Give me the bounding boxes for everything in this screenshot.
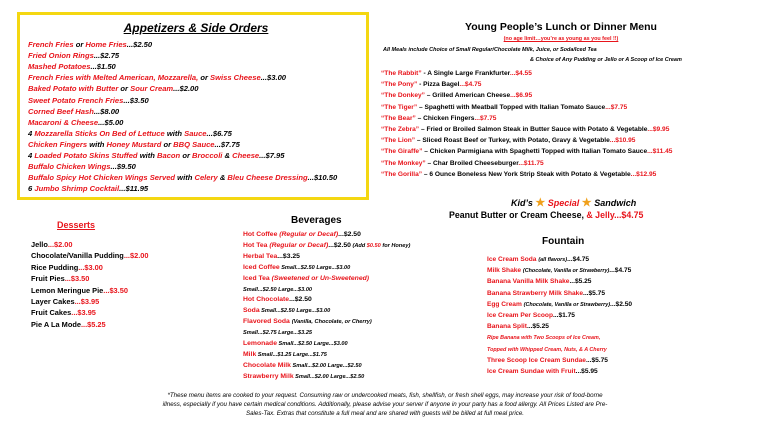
menu-item xyxy=(487,333,600,343)
text-segment: Lemon Meringue Pie xyxy=(31,285,104,295)
text-segment: French Fries xyxy=(28,40,74,49)
text-segment: Macaroni & Cheese xyxy=(28,117,99,127)
text-segment: (Sweetened or Un-Sweetened) xyxy=(271,274,370,282)
text-segment: “The Pony” xyxy=(381,81,418,89)
text-segment: ...$2.50 xyxy=(126,40,153,49)
menu-item xyxy=(28,96,149,106)
text-segment: “The Tiger” xyxy=(381,103,418,111)
text-segment: Loaded Potato Skins Stuffed xyxy=(34,151,138,160)
text-segment: Milk Shake xyxy=(487,267,523,275)
text-segment: ...$7.75 xyxy=(605,103,628,111)
text-segment: “The Lion” xyxy=(381,137,416,145)
text-segment: Chicken Fingers xyxy=(28,139,88,149)
text-segment: Chocolate Milk xyxy=(243,361,291,369)
text-segment: Ripe Banana with Two Scoops of Ice Cream, xyxy=(487,335,601,342)
text-segment: Large...$2.50 xyxy=(326,362,362,369)
text-segment: Mozzarella Sticks On Bed of Lettuce xyxy=(34,128,165,138)
text-segment: Hot Tea xyxy=(243,241,270,249)
menu-item xyxy=(243,274,369,284)
text-segment: (Regular or Decaf) xyxy=(269,241,329,249)
text-segment: Banana Vanilla Milk Shake xyxy=(487,278,570,286)
menu-item xyxy=(28,51,119,61)
menu-item xyxy=(487,345,607,355)
text-segment: Bleu Cheese Dressing xyxy=(227,173,308,183)
text-segment: Melted American, Mozzarella, xyxy=(92,73,199,83)
text-segment: Broccoli xyxy=(192,151,223,160)
text-segment: (Chocolate, Vanilla or Strawberry) xyxy=(523,301,611,308)
text-segment: ...$4.75 xyxy=(609,267,632,275)
appetizers-section xyxy=(17,12,369,200)
text-segment: or xyxy=(180,151,193,160)
star-icon: ★ xyxy=(535,197,546,209)
menu-item xyxy=(243,241,410,251)
text-segment: Buffalo Spicy Hot Chicken Wings Served xyxy=(28,173,176,183)
menu-item xyxy=(31,320,106,330)
text-segment: Butter xyxy=(95,84,119,94)
kids-special-title-a: Kid’s xyxy=(511,198,533,208)
menu-item xyxy=(243,263,350,273)
text-segment: ...$9.50 xyxy=(110,162,136,172)
menu-item xyxy=(243,350,327,360)
text-segment: with xyxy=(164,128,185,138)
kids-special-title-c: Sandwich xyxy=(594,198,637,208)
text-segment: Soda xyxy=(243,307,260,315)
kids-special-item-extra: & Jelly xyxy=(586,210,615,220)
menu-item xyxy=(31,251,148,261)
text-segment: ...$3.50 xyxy=(103,285,128,295)
menu-item xyxy=(381,125,669,134)
text-segment: “The Rabbit” xyxy=(381,70,422,77)
text-segment: “The Monkey” xyxy=(381,159,426,167)
text-segment: Sweet Potato French Fries xyxy=(28,95,124,105)
menu-item xyxy=(28,162,136,172)
text-segment: – Chicken Fingers xyxy=(415,114,475,122)
text-segment: & xyxy=(222,151,233,160)
text-segment: Banana Split xyxy=(487,323,527,331)
kids-special-title xyxy=(511,196,636,209)
text-segment: ...$3.25 xyxy=(277,252,300,260)
appetizers-title: Appetizers & Side Orders xyxy=(123,21,269,35)
text-segment: – Chicken Parmigiana with Spaghetti Topped with Italian Tomato Sauce xyxy=(422,148,648,156)
beverages-title: Beverages xyxy=(291,215,342,226)
menu-item xyxy=(243,328,312,338)
menu-item xyxy=(381,170,656,179)
text-segment: Milk xyxy=(243,350,257,358)
disclaimer-footer xyxy=(90,391,680,419)
text-segment: Pie A La Mode xyxy=(31,319,81,329)
fountain-title: Fountain xyxy=(542,236,585,247)
text-segment: – Grilled American Cheese xyxy=(424,92,511,100)
text-segment: ...$1.50 xyxy=(90,62,116,72)
text-segment: ...$2.50 xyxy=(289,296,312,304)
text-segment: 4 xyxy=(28,151,35,160)
menu-item xyxy=(243,252,300,262)
menu-item xyxy=(31,297,99,307)
text-segment: Large...$3.00 xyxy=(294,308,331,315)
text-segment: ...$3.95 xyxy=(71,308,96,318)
menu-item xyxy=(381,69,532,78)
text-segment: Corned Beef Hash xyxy=(28,106,94,116)
menu-item xyxy=(28,184,148,194)
menu-item xyxy=(487,322,549,332)
menu-item xyxy=(28,151,285,161)
text-segment: Sauce xyxy=(184,128,207,138)
disclaimer-line-2: illness, especially if you have certain medical conditions. Additionally, please advise your server if anyone in your party has a food allergy. All Prices Listed are Pre- xyxy=(162,401,608,409)
text-segment: ...$2.50 xyxy=(610,300,633,308)
text-segment: (Chocolate, Vanilla or Strawberry) xyxy=(522,268,610,275)
young-people-description-1: All Meals include Choice of Small Regular/Chocolate Milk, Juice, or Soda/Iced Tea xyxy=(383,47,597,53)
text-segment: Hot Coffee xyxy=(243,231,280,238)
text-segment: Egg Cream xyxy=(487,300,524,308)
text-segment: or xyxy=(73,40,86,49)
text-segment: ...$8.00 xyxy=(93,106,120,116)
menu-item xyxy=(487,289,605,299)
young-people-description-2: & Choice of Any Pudding or Jello or A Scoop of Ice Cream xyxy=(530,57,682,63)
text-segment: with xyxy=(87,139,107,149)
text-segment: 6 xyxy=(28,184,35,194)
disclaimer-line-1: *These menu items are cooked to your request. Consuming raw or undercooked meats, fish, shellfish, or fresh shell eggs, may increase your risk of food-borne xyxy=(167,392,603,399)
text-segment: Small...$2.50 xyxy=(259,308,295,315)
text-segment: Layer Cakes xyxy=(31,297,75,306)
menu-item xyxy=(28,118,123,128)
text-segment: Chocolate/Vanilla Pudding xyxy=(31,251,124,261)
text-segment: & xyxy=(217,173,228,183)
text-segment: Home Fries xyxy=(85,40,127,49)
text-segment: ...$4.75 xyxy=(567,256,590,263)
menu-item xyxy=(31,274,89,284)
text-segment: Jello xyxy=(31,240,48,249)
text-segment: ...$12.95 xyxy=(630,170,657,178)
menu-item xyxy=(243,306,330,316)
menu-item xyxy=(487,311,575,321)
disclaimer-line-3: Sales-Tax. Extras that constitute a full meal and are shared with guests will be billed at full meal price. xyxy=(245,410,524,418)
menu-item xyxy=(381,80,481,89)
menu-item xyxy=(28,129,232,139)
text-segment: Large...$3.00 xyxy=(276,286,313,293)
text-segment: Cheese xyxy=(232,151,260,160)
young-people-title: Young People’s Lunch or Dinner Menu xyxy=(465,21,657,33)
text-segment: ...$3.95 xyxy=(74,297,100,306)
text-segment: Fruit Cakes xyxy=(31,308,72,318)
menu-item xyxy=(243,339,348,349)
text-segment: Small...$2.50 xyxy=(277,341,313,347)
text-segment: ...$2.50 xyxy=(338,231,361,238)
text-segment: ...$4.55 xyxy=(509,70,532,77)
text-segment: Sour Cream xyxy=(130,84,174,94)
text-segment: Three Scoop Ice Cream Sundae xyxy=(487,356,586,364)
text-segment: for Honey) xyxy=(380,242,411,249)
text-segment: Large...$3.00 xyxy=(314,264,351,271)
text-segment: or xyxy=(118,84,131,94)
menu-item xyxy=(243,230,361,240)
menu-item xyxy=(381,159,544,168)
menu-item xyxy=(243,295,312,305)
text-segment: BBQ Sauce xyxy=(173,139,215,149)
menu-item xyxy=(487,277,591,287)
text-segment: “The Zebra” xyxy=(381,126,420,133)
text-segment: ...$5.25 xyxy=(569,278,592,286)
menu-item xyxy=(31,263,103,273)
menu-item xyxy=(243,372,364,382)
text-segment: Rice Pudding xyxy=(31,262,79,272)
text-segment: ...$5.95 xyxy=(575,368,598,375)
text-segment: “The Giraffe” xyxy=(381,148,423,156)
text-segment: Celery xyxy=(194,173,218,183)
text-segment: - Pizza Bagel xyxy=(417,81,460,89)
text-segment: Small...$1.25 xyxy=(256,351,292,358)
text-segment: ...$5.25 xyxy=(80,319,106,329)
menu-item xyxy=(31,240,73,250)
text-segment: ...$2.00 xyxy=(47,240,73,249)
text-segment: or xyxy=(198,73,211,83)
text-segment: ...$2.75 xyxy=(93,51,120,61)
menu-item xyxy=(28,40,152,50)
kids-special-item xyxy=(449,210,643,220)
text-segment: – Fried or Broiled Salmon Steak in Butter Sauce with Potato & Vegetable xyxy=(419,126,648,133)
menu-item xyxy=(243,285,312,295)
text-segment: “The Gorilla” xyxy=(381,170,423,178)
menu-item xyxy=(28,84,199,94)
text-segment: Topped with Whipped Cream, Nuts, & A Cherry xyxy=(487,346,607,353)
menu-item xyxy=(243,317,372,327)
text-segment: “The Bear” xyxy=(381,114,416,122)
text-segment: Herbal Tea xyxy=(243,252,278,260)
menu-item xyxy=(381,114,496,123)
menu-item xyxy=(381,147,672,156)
menu-item xyxy=(487,356,608,366)
text-segment: (Regular or Decaf) xyxy=(279,231,339,238)
text-segment: ...$2.00 xyxy=(173,84,199,94)
text-segment: Banana Strawberry Milk Shake xyxy=(487,289,584,297)
text-segment: ...$7.75 xyxy=(474,114,497,122)
text-segment: Mashed Potatoes xyxy=(28,62,91,72)
text-segment: Small...$2.75 xyxy=(243,330,277,337)
text-segment: ...$5.75 xyxy=(585,356,608,364)
text-segment: ...$5.25 xyxy=(526,323,549,331)
text-segment: (Vanilla, Chocolate, or Cherry) xyxy=(291,319,372,326)
text-segment: Flavored Soda xyxy=(243,318,292,326)
text-segment: Baked Potato with xyxy=(28,84,96,94)
text-segment: Bacon xyxy=(156,151,181,160)
menu-item xyxy=(381,103,627,112)
kids-special-item-price: ...$4.75 xyxy=(614,210,644,220)
text-segment: ...$10.95 xyxy=(609,137,636,145)
text-segment: with xyxy=(137,151,157,160)
text-segment: ...$3.50 xyxy=(64,274,90,284)
text-segment: Fruit Pies xyxy=(31,274,65,284)
text-segment: ...$5.75 xyxy=(583,289,606,297)
text-segment: Iced Tea xyxy=(243,274,272,282)
text-segment: with xyxy=(175,173,195,183)
menu-item xyxy=(243,361,362,371)
menu-item xyxy=(487,300,632,310)
kids-special-title-b: Special xyxy=(547,198,580,208)
text-segment: Strawberry Milk xyxy=(243,372,294,380)
menu-item xyxy=(487,255,589,265)
menu-item xyxy=(487,266,631,276)
text-segment: Ice Cream Soda xyxy=(487,256,539,263)
text-segment: ...$5.00 xyxy=(98,117,124,127)
menu-item xyxy=(28,140,240,150)
text-segment: ...$7.95 xyxy=(259,151,285,160)
menu-item xyxy=(31,308,96,318)
text-segment: ...$6.75 xyxy=(206,128,232,138)
menu-item xyxy=(28,73,286,83)
text-segment: Ice Cream Per Scoop xyxy=(487,312,553,319)
menu-item xyxy=(28,173,337,183)
star-icon: ★ xyxy=(581,197,592,209)
text-segment: ...$3.00 xyxy=(260,73,287,83)
text-segment: ...$7.75 xyxy=(214,139,240,149)
text-segment: ...$11.75 xyxy=(518,159,544,167)
menu-item xyxy=(28,107,119,117)
text-segment: – 6 Ounce Boneless New York Strip Steak with Potato & Vegetable xyxy=(422,170,631,178)
text-segment: Small...$2.00 xyxy=(293,373,329,380)
text-segment: Honey Mustard xyxy=(106,139,162,149)
menu-item xyxy=(381,136,635,145)
text-segment: – Sliced Roast Beef or Turkey, with Potato, Gravy & Vegetable xyxy=(415,137,610,145)
text-segment: ...$3.50 xyxy=(123,95,149,105)
text-segment: ...$10.50 xyxy=(307,173,338,183)
text-segment: ...$11.95 xyxy=(119,184,149,194)
menu-item xyxy=(487,367,598,377)
text-segment: Large...$1.75 xyxy=(291,351,327,358)
text-segment: French Fries with xyxy=(28,73,93,83)
text-segment: ...$6.95 xyxy=(510,92,533,100)
text-segment: $0.50 xyxy=(366,242,381,249)
text-segment: – Char Broiled Cheeseburger xyxy=(425,159,519,167)
menu-item xyxy=(28,62,116,72)
text-segment: Large...$2.50 xyxy=(328,373,365,380)
young-people-subtitle: (no age limit…you’re as young as you feel !!) xyxy=(503,36,619,42)
text-segment: 4 xyxy=(28,128,35,138)
text-segment: ...$3.00 xyxy=(78,262,103,272)
menu-item xyxy=(31,286,128,296)
text-segment: Hot Chocolate xyxy=(243,296,290,304)
text-segment: Lemonade xyxy=(243,340,277,347)
text-segment: Buffalo Chicken Wings xyxy=(28,162,111,172)
text-segment: – Spaghetti with Meatball Topped with Italian Tomato Sauce xyxy=(417,103,606,111)
text-segment: Small...$2.50 xyxy=(243,286,277,293)
text-segment: Swiss Cheese xyxy=(210,73,261,83)
text-segment: (all flavors) xyxy=(538,257,568,263)
kids-special-item-name: Peanut Butter or Cream Cheese, xyxy=(449,210,587,220)
text-segment: ...$2.50 xyxy=(328,241,351,249)
text-segment: ...$9.95 xyxy=(647,126,670,133)
text-segment: ...$2.00 xyxy=(123,251,149,261)
text-segment: ...$1.75 xyxy=(552,312,575,319)
text-segment: ...$11.45 xyxy=(647,148,673,156)
text-segment: or xyxy=(161,139,174,149)
text-segment: “The Donkey” xyxy=(381,92,425,100)
text-segment: Fried Onion Rings xyxy=(28,51,94,61)
text-segment: Jumbo Shrimp Cocktail xyxy=(34,184,120,194)
text-segment: - A Single Large Frankfurter xyxy=(421,70,510,77)
menu-item xyxy=(381,91,532,100)
text-segment: Iced Coffee xyxy=(243,263,280,271)
text-segment: Small...$2.50 xyxy=(279,264,315,271)
text-segment: Large...$3.00 xyxy=(312,341,348,347)
text-segment: Large...$3.25 xyxy=(276,330,313,337)
desserts-title: Desserts xyxy=(57,220,96,230)
text-segment: ...$4.75 xyxy=(459,81,482,89)
text-segment: Small...$2.00 xyxy=(290,362,327,369)
text-segment: (Add xyxy=(350,242,367,249)
text-segment: Ice Cream Sundae with Fruit xyxy=(487,368,576,375)
